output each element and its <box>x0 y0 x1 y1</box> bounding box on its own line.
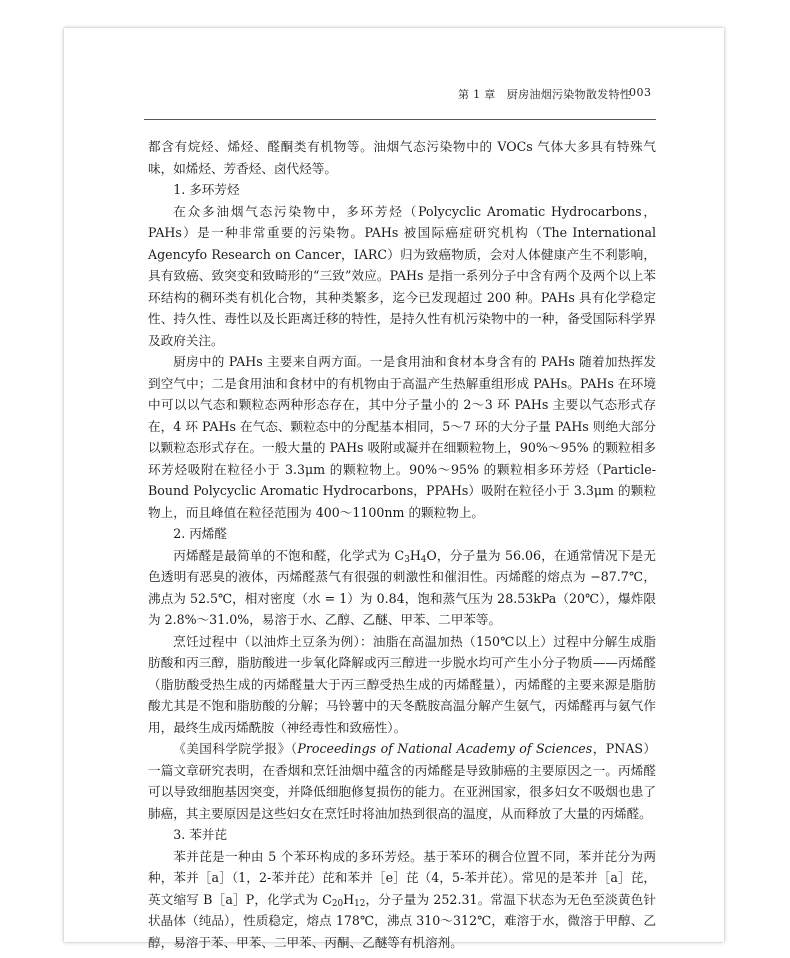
section-heading-acrolein: 2. 丙烯醛 <box>173 526 227 541</box>
body-text <box>148 136 656 953</box>
text-run: H <box>409 547 421 563</box>
subscript: 20 <box>331 898 344 909</box>
subscript: 4 <box>420 554 427 565</box>
text-run: H <box>343 891 355 907</box>
text-run: O，分子量为 56.06，在通常情况下是无色透明有恶臭的液体，丙烯醛蒸气有很强的刺激性和催泪性。丙烯醛的熔点为 −87.7℃，沸点为 52.5℃，相对密度（水 = 1）为 0.84，饱和蒸气压为 28.53kPa（20℃），爆炸限为 2.8%～31.0%，易溶于水、乙醇、乙醚、甲苯、二甲苯等。 <box>148 547 657 627</box>
section-heading-benzopyrene: 3. 苯并芘 <box>173 827 227 842</box>
header-rule <box>144 119 656 120</box>
paragraph-pahs-definition: 在众多油烟气态污染物中，多环芳烃（Polycyclic Aromatic Hydrocarbons，PAHs）是一种非常重要的污染物。PAHs 被国际癌症研究机构（The International Agencyfo Research on Cancer，IARC）归为致癌物质，会对人体健康产生不利影响，具有致癌、致突变和致畸形的“三致”效应。PAHs 是指一系列分子中含有两个及两个以上苯环结构的稠环类有机化合物，其种类繁多，迄今已发现超过 200 种。PAHs 具有化学稳定性、持久性、毒性以及长距离迁移的特性，是持久性有机污染物中的一种，备受国际科学界及政府关注。 <box>148 203 656 348</box>
paragraph-acrolein-properties <box>148 545 656 631</box>
paragraph-acrolein-pnas <box>148 738 656 824</box>
paragraph-acrolein-cooking: 烹饪过程中（以油炸土豆条为例）：油脂在高温加热（150℃以上）过程中分解生成脂肪酸和丙三醇，脂肪酸进一步氧化降解或丙三醇进一步脱水均可产生小分子物质——丙烯醛（脂肪酸受热生成的丙烯醛量大于丙三醇受热生成的丙烯醛量），丙烯醛的主要来源是脂肪酸尤其是不饱和脂肪酸的分解；马铃薯中的天冬酰胺高温分解产生氨气，丙烯醛再与氨气作用，最终生成丙烯酰胺（神经毒性和致癌性）。 <box>148 633 656 735</box>
text-run: ，PNAS）一篇文章研究表明，在香烟和烹饪油烟中蕴含的丙烯醛是导致肺癌的主要原因之一。丙烯醛可以导致细胞基因突变，并降低细胞修复损伤的能力。在亚洲国家，很多妇女不吸烟也患了肺癌，其主要原因是这些妇女在烹饪时将油加热到很高的温度，从而释放了大量的丙烯醛。 <box>148 741 657 821</box>
text-run: 《美国科学院学报》（ <box>173 741 298 756</box>
journal-title: Proceedings of National Academy of Sciences <box>297 741 593 756</box>
text-run: 丙烯醛是最简单的不饱和醛，化学式为 C <box>173 547 405 563</box>
subscript: 12 <box>354 898 366 909</box>
subscript: 3 <box>404 554 410 565</box>
paragraph-intro: 都含有烷烃、烯烃、醛酮类有机物等。油烟气态污染物中的 VOCs 气体大多具有特殊气味，如烯烃、芳香烃、卤代烃等。 <box>148 139 656 176</box>
running-head <box>64 86 724 102</box>
chapter-title: 第 1 章 厨房油烟污染物散发特性 <box>458 88 632 101</box>
text-run: ，分子量为 252.31。常温下状态为无色至淡黄色针状晶体（纯品），性质稳定，熔点 178℃，沸点 310～312℃，难溶于水，微溶于甲醇、乙醇，易溶于苯、甲苯、二甲苯、丙酮、乙醚等有机溶剂。 <box>148 891 656 950</box>
text-run: 苯并芘是一种由 5 个苯环构成的多环芳烃。基于苯环的稠合位置不同，苯并芘分为两种，苯并［a］（1，2-苯并芘）芘和苯并［e］芘（4，5-苯并芘）。常见的是苯并［a］芘，英文缩写 B［a］P，化学式为 C <box>148 848 656 907</box>
paragraph-pahs-sources: 厨房中的 PAHs 主要来自两方面。一是食用油和食材本身含有的 PAHs 随着加热挥发到空气中；二是食用油和食材中的有机物由于高温产生热解重组形成 PAHs。PAHs 在环境中可以以气态和颗粒态两种形态存在，其中分子量小的 2～3 环 PAHs 主要以气态形式存在，4 环 PAHs 在气态、颗粒态中的分配基本相同，5～7 环的大分子量 PAHs 则绝大部分以颗粒态形式存在。一般大量的 PAHs 吸附或凝并在细颗粒物上，90%～95% 的颗粒相多环芳烃吸附在粒径小于 3.3μm 的颗粒物上。90%～95% 的颗粒相多环芳烃（Particle-Bound Polycyclic Aromatic Hydrocarbons，PPAHs）吸附在粒径小于 3.3μm 的颗粒物上，而且峰值在粒径范围为 400～1100nm 的颗粒物上。 <box>148 354 656 520</box>
paragraph-benzopyrene <box>148 846 656 954</box>
page-number: 003 <box>629 86 652 99</box>
section-heading-pahs: 1. 多环芳烃 <box>173 182 240 197</box>
book-page <box>64 28 724 950</box>
